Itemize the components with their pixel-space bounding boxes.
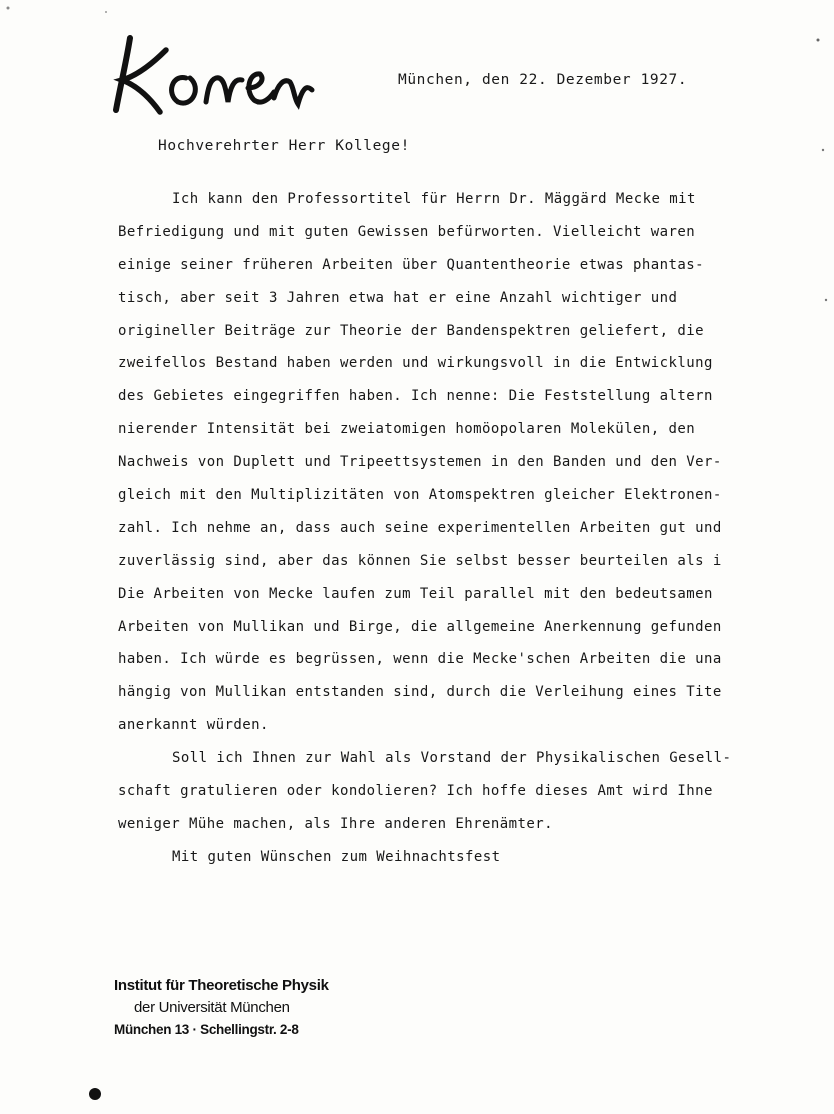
body-line: Mit guten Wünschen zum Weihnachtsfest [172,848,501,865]
body-line: schaft gratulieren oder kondolieren? Ich hoffe dieses Amt wird Ihne [118,783,713,800]
body-line: zahl. Ich nehme an, dass auch seine experimentellen Arbeiten gut und [118,519,722,536]
body-line: gleich mit den Multiplizitäten von Atomspektren gleicher Elektronen- [118,487,722,504]
body-line: origineller Beiträge zur Theorie der Bandenspektren geliefert, die [118,322,704,339]
body-line: Ich kann den Professortitel für Herrn Dr. Mäggärd Mecke mit [172,191,696,207]
address-stamp [114,975,329,1041]
body-line: Soll ich Ihnen zur Wahl als Vorstand der Physikalischen Gesell- [172,750,732,767]
body-line: hängig von Mullikan entstanden sind, durch die Verleihung eines Tite [118,684,722,701]
body-line: Arbeiten von Mullikan und Birge, die allgemeine Anerkennung gefunden [118,618,722,635]
body-line: Nachweis von Duplett und Tripeettsystemen in den Banden und den Ver- [118,454,722,471]
body-line: Die Arbeiten von Mecke laufen zum Teil parallel mit den bedeutsamen [118,585,713,602]
handwritten-name-konen [108,28,318,118]
body-line: nierender Intensität bei zweiatomigen homöopolaren Molekülen, den [118,421,696,438]
body-line: Befriedigung und mit guten Gewissen befürworten. Vielleicht waren [118,223,696,240]
body-line: einige seiner früheren Arbeiten über Quantentheorie etwas phantas- [118,256,704,273]
address-line-street: München 13 · Schellingstr. 2-8 [114,1022,299,1037]
body-line: zuverlässig sind, aber das können Sie selbst besser beurteilen als i [118,552,722,569]
date-line: München, den 22. Dezember 1927. [398,72,688,88]
body-line: zweifellos Bestand haben werden und wirkungsvoll in die Entwicklung [118,355,713,372]
body-line: weniger Mühe machen, als Ihre anderen Ehrenämter. [118,815,554,832]
address-line-university: der Universität München [134,999,290,1016]
body-line: anerkannt würden. [118,717,269,734]
body-line: tisch, aber seit 3 Jahren etwa hat er eine Anzahl wichtiger und [118,289,678,306]
address-line-institute: Institut für Theoretische Physik [114,977,329,994]
salutation: Hochverehrter Herr Kollege! [158,138,410,154]
letter-body [118,188,830,879]
body-line: haben. Ich würde es begrüssen, wenn die Mecke'schen Arbeiten die una [118,651,722,668]
body-line: des Gebietes eingegriffen haben. Ich nenne: Die Feststellung altern [118,388,713,405]
